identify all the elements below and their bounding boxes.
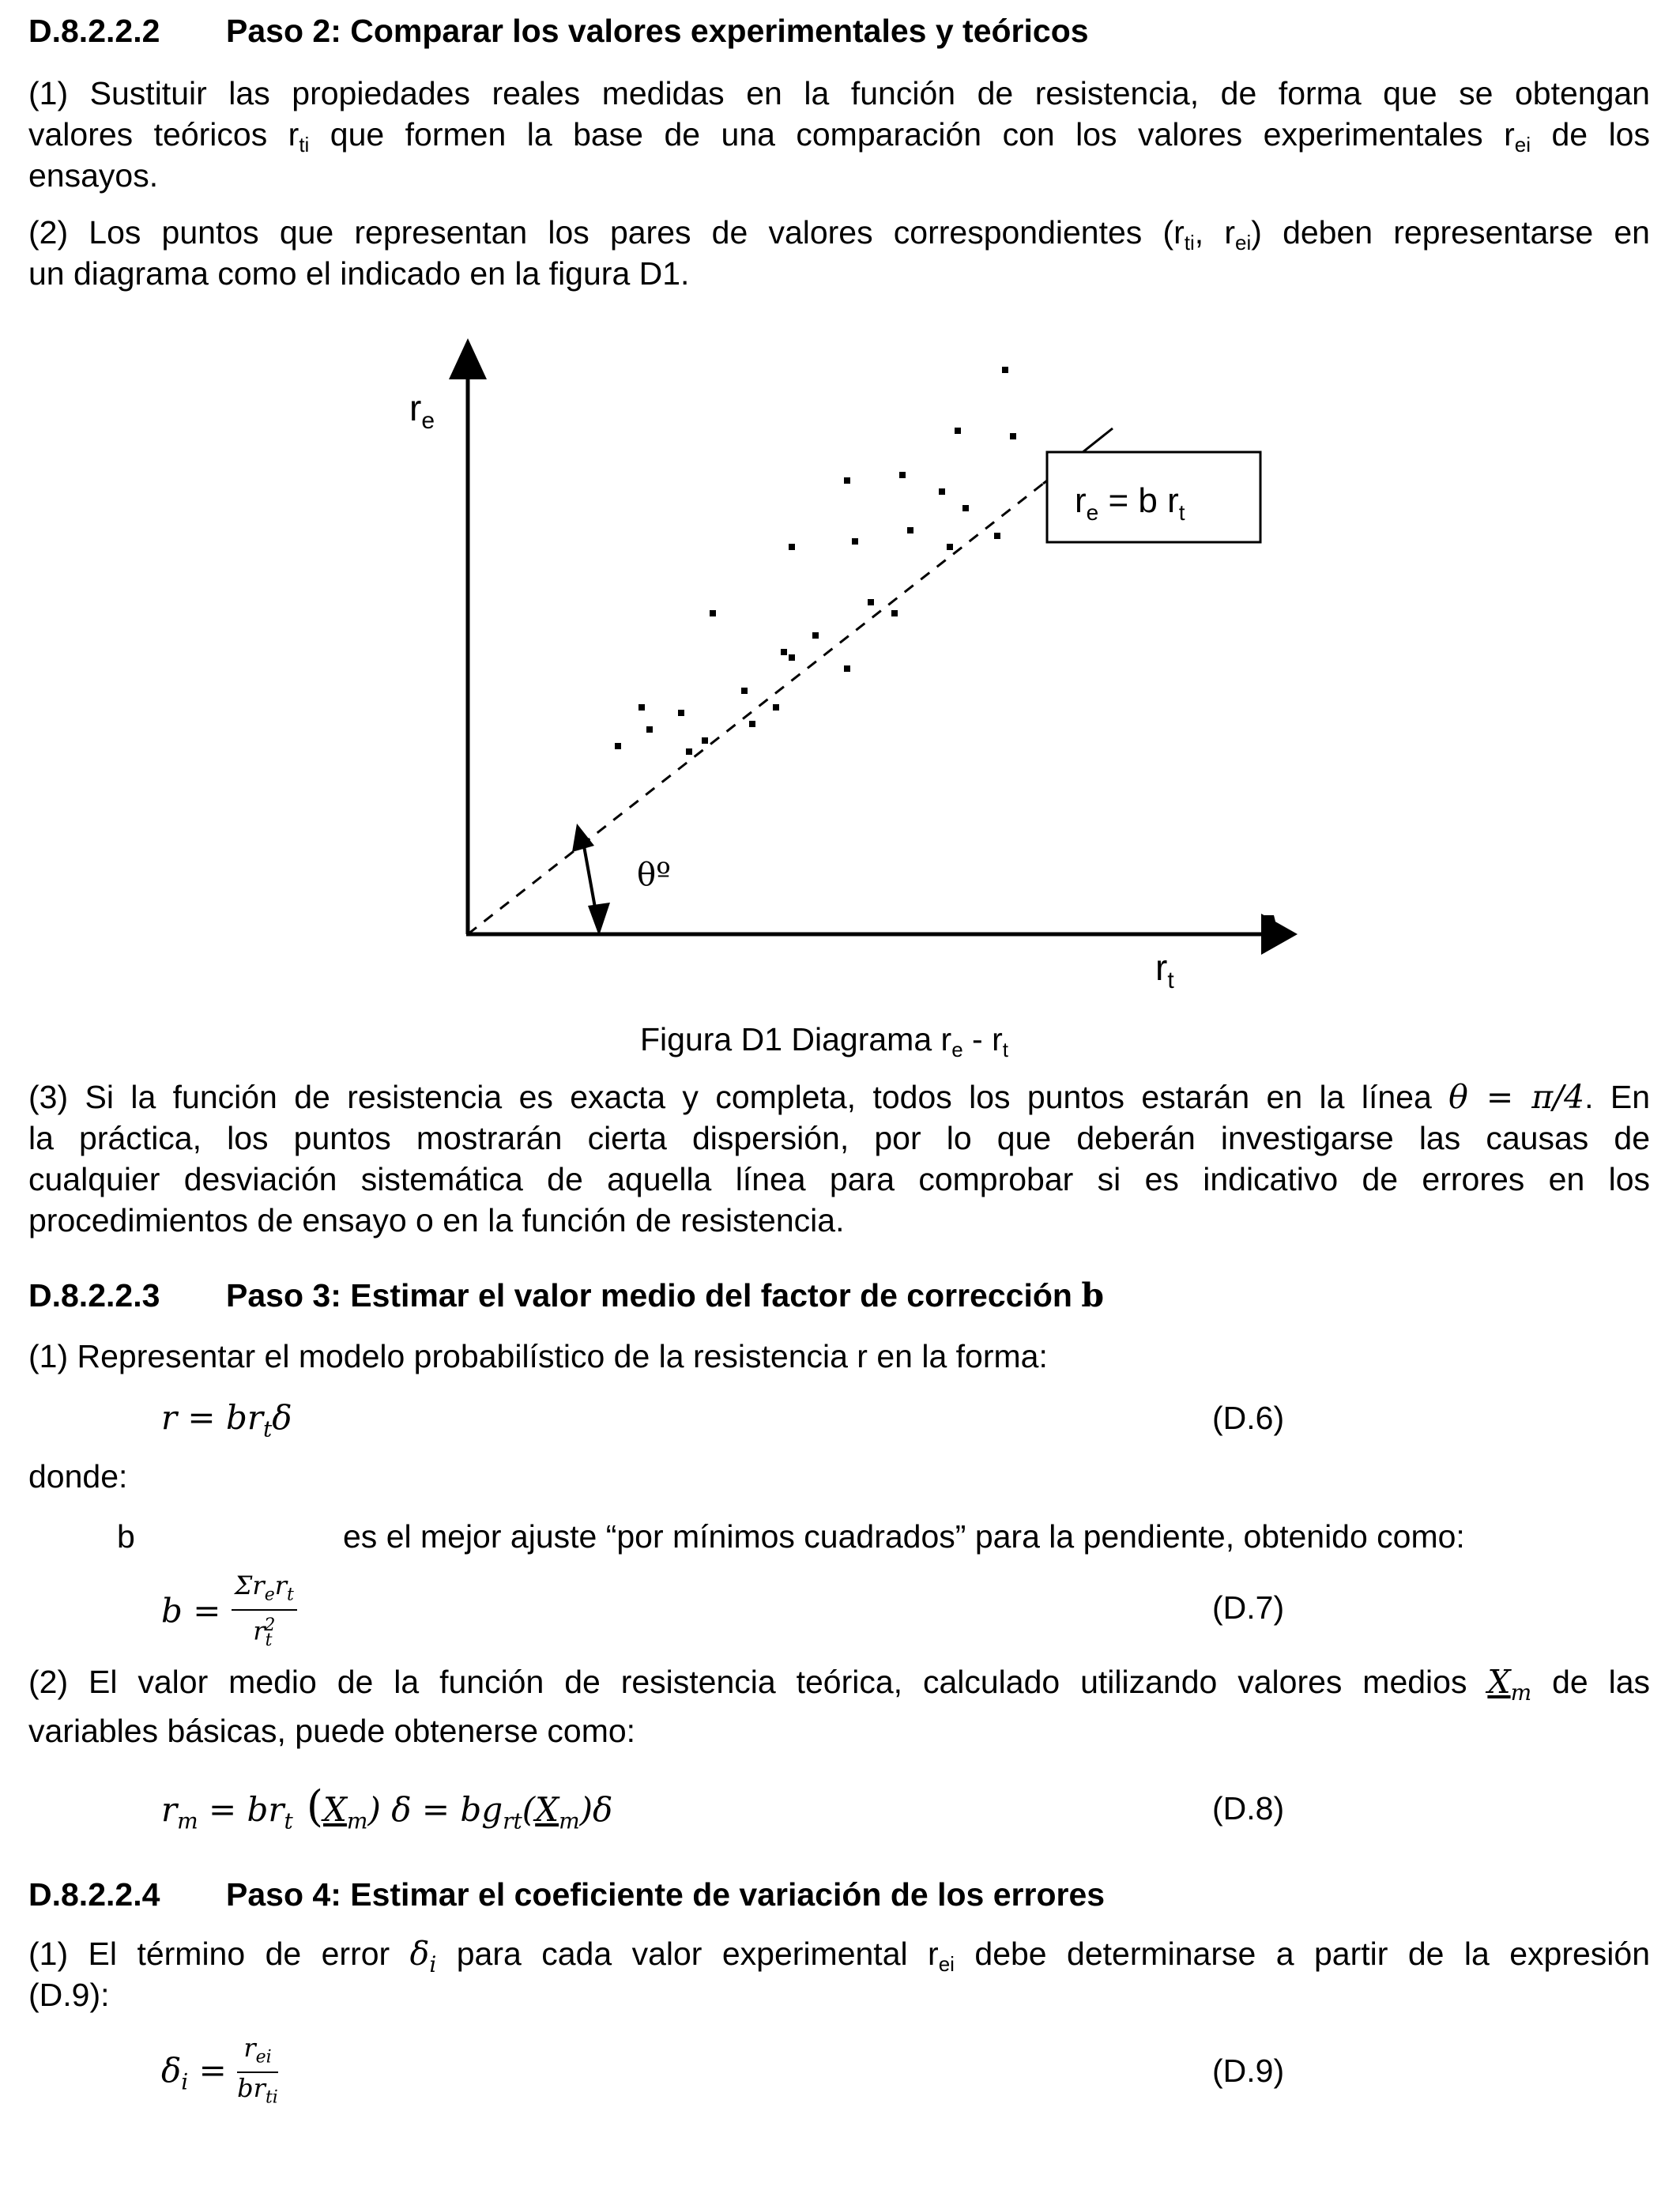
label-run: r xyxy=(409,387,422,428)
subscript: e xyxy=(421,408,435,434)
b-symbol: b xyxy=(117,1518,135,1555)
math-run: δ xyxy=(409,1935,430,1973)
text-line: cualquier desviación sistemática de aquella línea para comprobar si es indicativo de errores en los xyxy=(28,1161,1650,1197)
scatter-point xyxy=(773,704,779,711)
caption-run: - r xyxy=(962,1021,1003,1057)
subscript: rt xyxy=(503,1808,522,1834)
y-axis-label xyxy=(409,387,435,434)
paragraph-3 xyxy=(28,1076,1650,1241)
math-run: X xyxy=(1487,1663,1511,1701)
text-line xyxy=(28,114,1650,155)
angle-label: θº xyxy=(637,857,671,893)
fraction xyxy=(237,2034,278,2113)
math-run: ) δ = bg xyxy=(367,1790,503,1829)
subscript: i xyxy=(181,2068,189,2095)
x-axis-label xyxy=(1155,947,1174,993)
text-line: la práctica, los puntos mostrarán cierta dispersión, por lo que deberán investigarse las causas de xyxy=(28,1120,1650,1156)
paragraph-2 xyxy=(28,212,1650,294)
text-run: , r xyxy=(1194,214,1235,251)
equation-number-d9: (D.9) xyxy=(1212,2053,1285,2089)
angle-arrow-top xyxy=(572,824,594,852)
scatter-point xyxy=(939,488,945,495)
math-run: X xyxy=(323,1790,347,1829)
scatter-point xyxy=(686,748,692,755)
scatter-point xyxy=(844,665,850,672)
text-run: valores teóricos r xyxy=(28,116,299,153)
subscript: ei xyxy=(1235,231,1252,254)
scatter-point xyxy=(638,704,645,711)
text-run: ) deben representarse en xyxy=(1251,214,1650,251)
equation-number-d8: (D.8) xyxy=(1212,1790,1285,1826)
section-title: Paso 2: Comparar los valores experimentales y teóricos xyxy=(226,13,1089,49)
subscript: m xyxy=(346,1808,368,1834)
text-line: (D.9): xyxy=(28,1977,110,2013)
text-line xyxy=(28,1661,1650,1710)
scatter-point xyxy=(789,544,795,550)
subscript: t xyxy=(1002,1038,1008,1061)
subscript: ei xyxy=(255,2047,272,2067)
scatter-point xyxy=(781,649,787,655)
text-run: de los xyxy=(1531,116,1650,153)
text-run: . En xyxy=(1584,1079,1651,1115)
scatter-point xyxy=(852,538,858,545)
math-run: r xyxy=(253,1616,266,1647)
section-heading-d8222 xyxy=(28,11,1650,51)
section-number: D.8.2.2.2 xyxy=(28,13,160,49)
label-run: r xyxy=(1155,947,1168,988)
angle-arrow-bottom xyxy=(588,903,610,936)
subscript: m xyxy=(1510,1679,1532,1706)
math-run: )δ xyxy=(579,1790,613,1829)
figure-d1-chart xyxy=(409,332,1296,1012)
text-line xyxy=(28,1933,1650,1978)
subscript: m xyxy=(177,1808,198,1834)
scatter-point xyxy=(899,472,906,478)
scatter-points xyxy=(615,367,1016,755)
fraction xyxy=(232,1571,297,1656)
paragraph-3-1: (1) Representar el modelo probabilístico de la resistencia r en la forma: xyxy=(28,1338,1048,1374)
subscript: t xyxy=(284,1808,293,1834)
superscript: 2 xyxy=(264,1615,276,1636)
caption-run: Figura D1 Diagrama r xyxy=(640,1021,952,1057)
text-run: (3) Si la función de resistencia es exacta y completa, todos los puntos estarán en la línea xyxy=(28,1079,1449,1115)
title-run: Paso 3: Estimar el valor medio del factor de corrección xyxy=(226,1277,1082,1314)
scatter-point xyxy=(1010,433,1016,439)
scatter-point xyxy=(702,737,708,744)
math-run: δ xyxy=(272,1398,292,1437)
subscript: ti xyxy=(299,133,310,156)
section-title: Paso 4: Estimar el coeficiente de variación de los errores xyxy=(226,1876,1106,1913)
math-run: r xyxy=(274,1570,288,1600)
math-run: X xyxy=(535,1790,559,1829)
subscript: t xyxy=(287,1585,294,1605)
subscript: t xyxy=(1167,967,1174,993)
x-axis-arrowhead xyxy=(1261,914,1298,955)
subscript: ei xyxy=(938,1952,955,1976)
math-run: ( xyxy=(522,1790,536,1829)
equation-number-d7: (D.7) xyxy=(1212,1589,1285,1626)
numerator xyxy=(232,1571,297,1611)
text-line: un diagrama como el indicado en la figura D1. xyxy=(28,255,690,292)
math-run: br xyxy=(237,2073,266,2103)
section-title xyxy=(226,1276,1104,1315)
denominator xyxy=(237,2073,278,2113)
subscript: t xyxy=(262,1416,273,1442)
math-run: = br xyxy=(198,1790,284,1829)
scatter-point xyxy=(678,710,684,716)
subscript: ti xyxy=(1184,231,1195,254)
math-inline xyxy=(409,1935,437,1978)
subscript: t xyxy=(265,1630,273,1651)
label-run: = b r xyxy=(1098,481,1179,520)
scatter-point xyxy=(994,533,1000,539)
scatter-point xyxy=(947,544,953,550)
math-run: r xyxy=(243,2032,256,2063)
scatter-point xyxy=(646,726,653,733)
math-run: r xyxy=(161,1790,178,1829)
section-number: D.8.2.2.4 xyxy=(28,1876,160,1913)
paragraph-1 xyxy=(28,73,1650,196)
equation-d8 xyxy=(161,1781,613,1842)
scatter-point xyxy=(891,610,898,616)
numerator xyxy=(237,2034,278,2073)
text-line: variables básicas, puede obtenerse como: xyxy=(28,1713,636,1749)
scatter-point xyxy=(615,743,621,749)
subscript: m xyxy=(559,1808,580,1834)
denominator xyxy=(232,1611,297,1656)
math-run: = xyxy=(188,2051,227,2090)
text-run: (2) Los puntos que representan los pares de valores correspondientes (r xyxy=(28,214,1185,251)
math-underlined xyxy=(535,1790,580,1834)
scatter-point xyxy=(741,688,748,694)
text-line: ensayos. xyxy=(28,157,159,194)
text-run: para cada valor experimental r xyxy=(436,1936,939,1972)
scatter-point xyxy=(749,721,755,727)
paragraph-4-1 xyxy=(28,1933,1650,2015)
text-line: (1) Sustituir las propiedades reales medidas en la función de resistencia, de forma que se obtengan xyxy=(28,75,1650,111)
text-line xyxy=(28,1076,1650,1118)
math-run: ( xyxy=(292,1781,323,1831)
text-line xyxy=(28,212,1650,253)
subscript: i xyxy=(429,1951,437,1978)
scatter-point xyxy=(868,599,874,605)
math-inline xyxy=(1487,1663,1532,1706)
section-number: D.8.2.2.3 xyxy=(28,1277,160,1314)
paragraph-3-2 xyxy=(28,1661,1650,1751)
subscript: e xyxy=(264,1585,275,1605)
text-run: debe determinarse a partir de la expresión xyxy=(954,1936,1650,1972)
figure-caption xyxy=(640,1020,1008,1069)
text-run: (2) El valor medio de la función de resistencia teórica, calculado utilizando valores medios xyxy=(28,1664,1488,1700)
b-description: es el mejor ajuste “por mínimos cuadrados” para la pendiente, obtenido como: xyxy=(343,1518,1465,1555)
equation-d6 xyxy=(161,1397,292,1449)
math-run: δ xyxy=(161,2051,182,2090)
subscript: ei xyxy=(1514,133,1531,156)
scatter-point xyxy=(962,505,969,511)
scatter-point xyxy=(907,527,913,533)
math-run: r = br xyxy=(161,1398,263,1437)
scatter-point xyxy=(955,428,961,434)
fit-line xyxy=(468,484,1043,934)
scatter-point xyxy=(1002,367,1008,373)
text-run: de las xyxy=(1531,1664,1650,1700)
text-run: que formen la base de una comparación con los valores experimentales r xyxy=(309,116,1515,153)
scatter-point xyxy=(710,610,716,616)
math-inline: θ = π/4 xyxy=(1448,1078,1585,1116)
text-line: procedimientos de ensayo o en la función de resistencia. xyxy=(28,1202,845,1238)
equation-d9 xyxy=(161,2031,278,2121)
section-heading-d8224 xyxy=(28,1875,1650,1914)
text-run: (1) El término de error xyxy=(28,1936,410,1972)
math-run: b = xyxy=(161,1591,221,1630)
scatter-point xyxy=(844,477,850,484)
scatter-point xyxy=(789,654,795,661)
equation-number-d6: (D.6) xyxy=(1212,1400,1285,1436)
section-heading-d8223 xyxy=(28,1276,1650,1315)
donde-label: donde: xyxy=(28,1458,128,1495)
math-run: Σr xyxy=(234,1570,265,1600)
subscript: ti xyxy=(265,2087,278,2108)
y-axis-arrow xyxy=(449,338,487,379)
subscript: e xyxy=(951,1038,963,1061)
title-run: b xyxy=(1081,1276,1105,1314)
label-run: r xyxy=(1075,481,1087,520)
scatter-point xyxy=(812,632,819,639)
equation-d7 xyxy=(161,1571,297,1656)
subscript: t xyxy=(1178,500,1185,525)
math-underlined xyxy=(323,1790,368,1834)
subscript: e xyxy=(1086,500,1099,525)
